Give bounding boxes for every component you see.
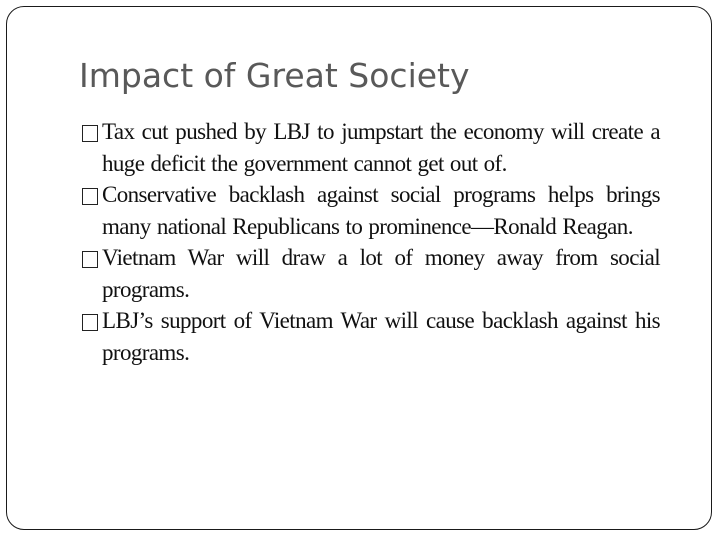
bullet-square-icon <box>82 188 98 205</box>
bullet-square-icon <box>82 251 98 268</box>
bullet-text: Vietnam War will draw a lot of money away from social programs. <box>102 245 660 302</box>
bullet-item <box>82 116 660 179</box>
bullet-square-icon <box>82 125 98 142</box>
bullet-item <box>82 179 660 242</box>
bullet-text: Conservative backlash against social programs helps brings many national Republicans to prominence—Ronald Reagan. <box>102 182 660 239</box>
bullet-text: LBJ’s support of Vietnam War will cause backlash against his programs. <box>102 308 660 365</box>
bullet-square-icon <box>82 314 98 331</box>
bullet-text: Tax cut pushed by LBJ to jumpstart the economy will create a huge deficit the government cannot get out of. <box>102 119 660 176</box>
slide-title: Impact of Great Society <box>79 56 470 95</box>
bullet-item <box>82 305 660 368</box>
bullet-list <box>82 116 660 368</box>
bullet-item <box>82 242 660 305</box>
